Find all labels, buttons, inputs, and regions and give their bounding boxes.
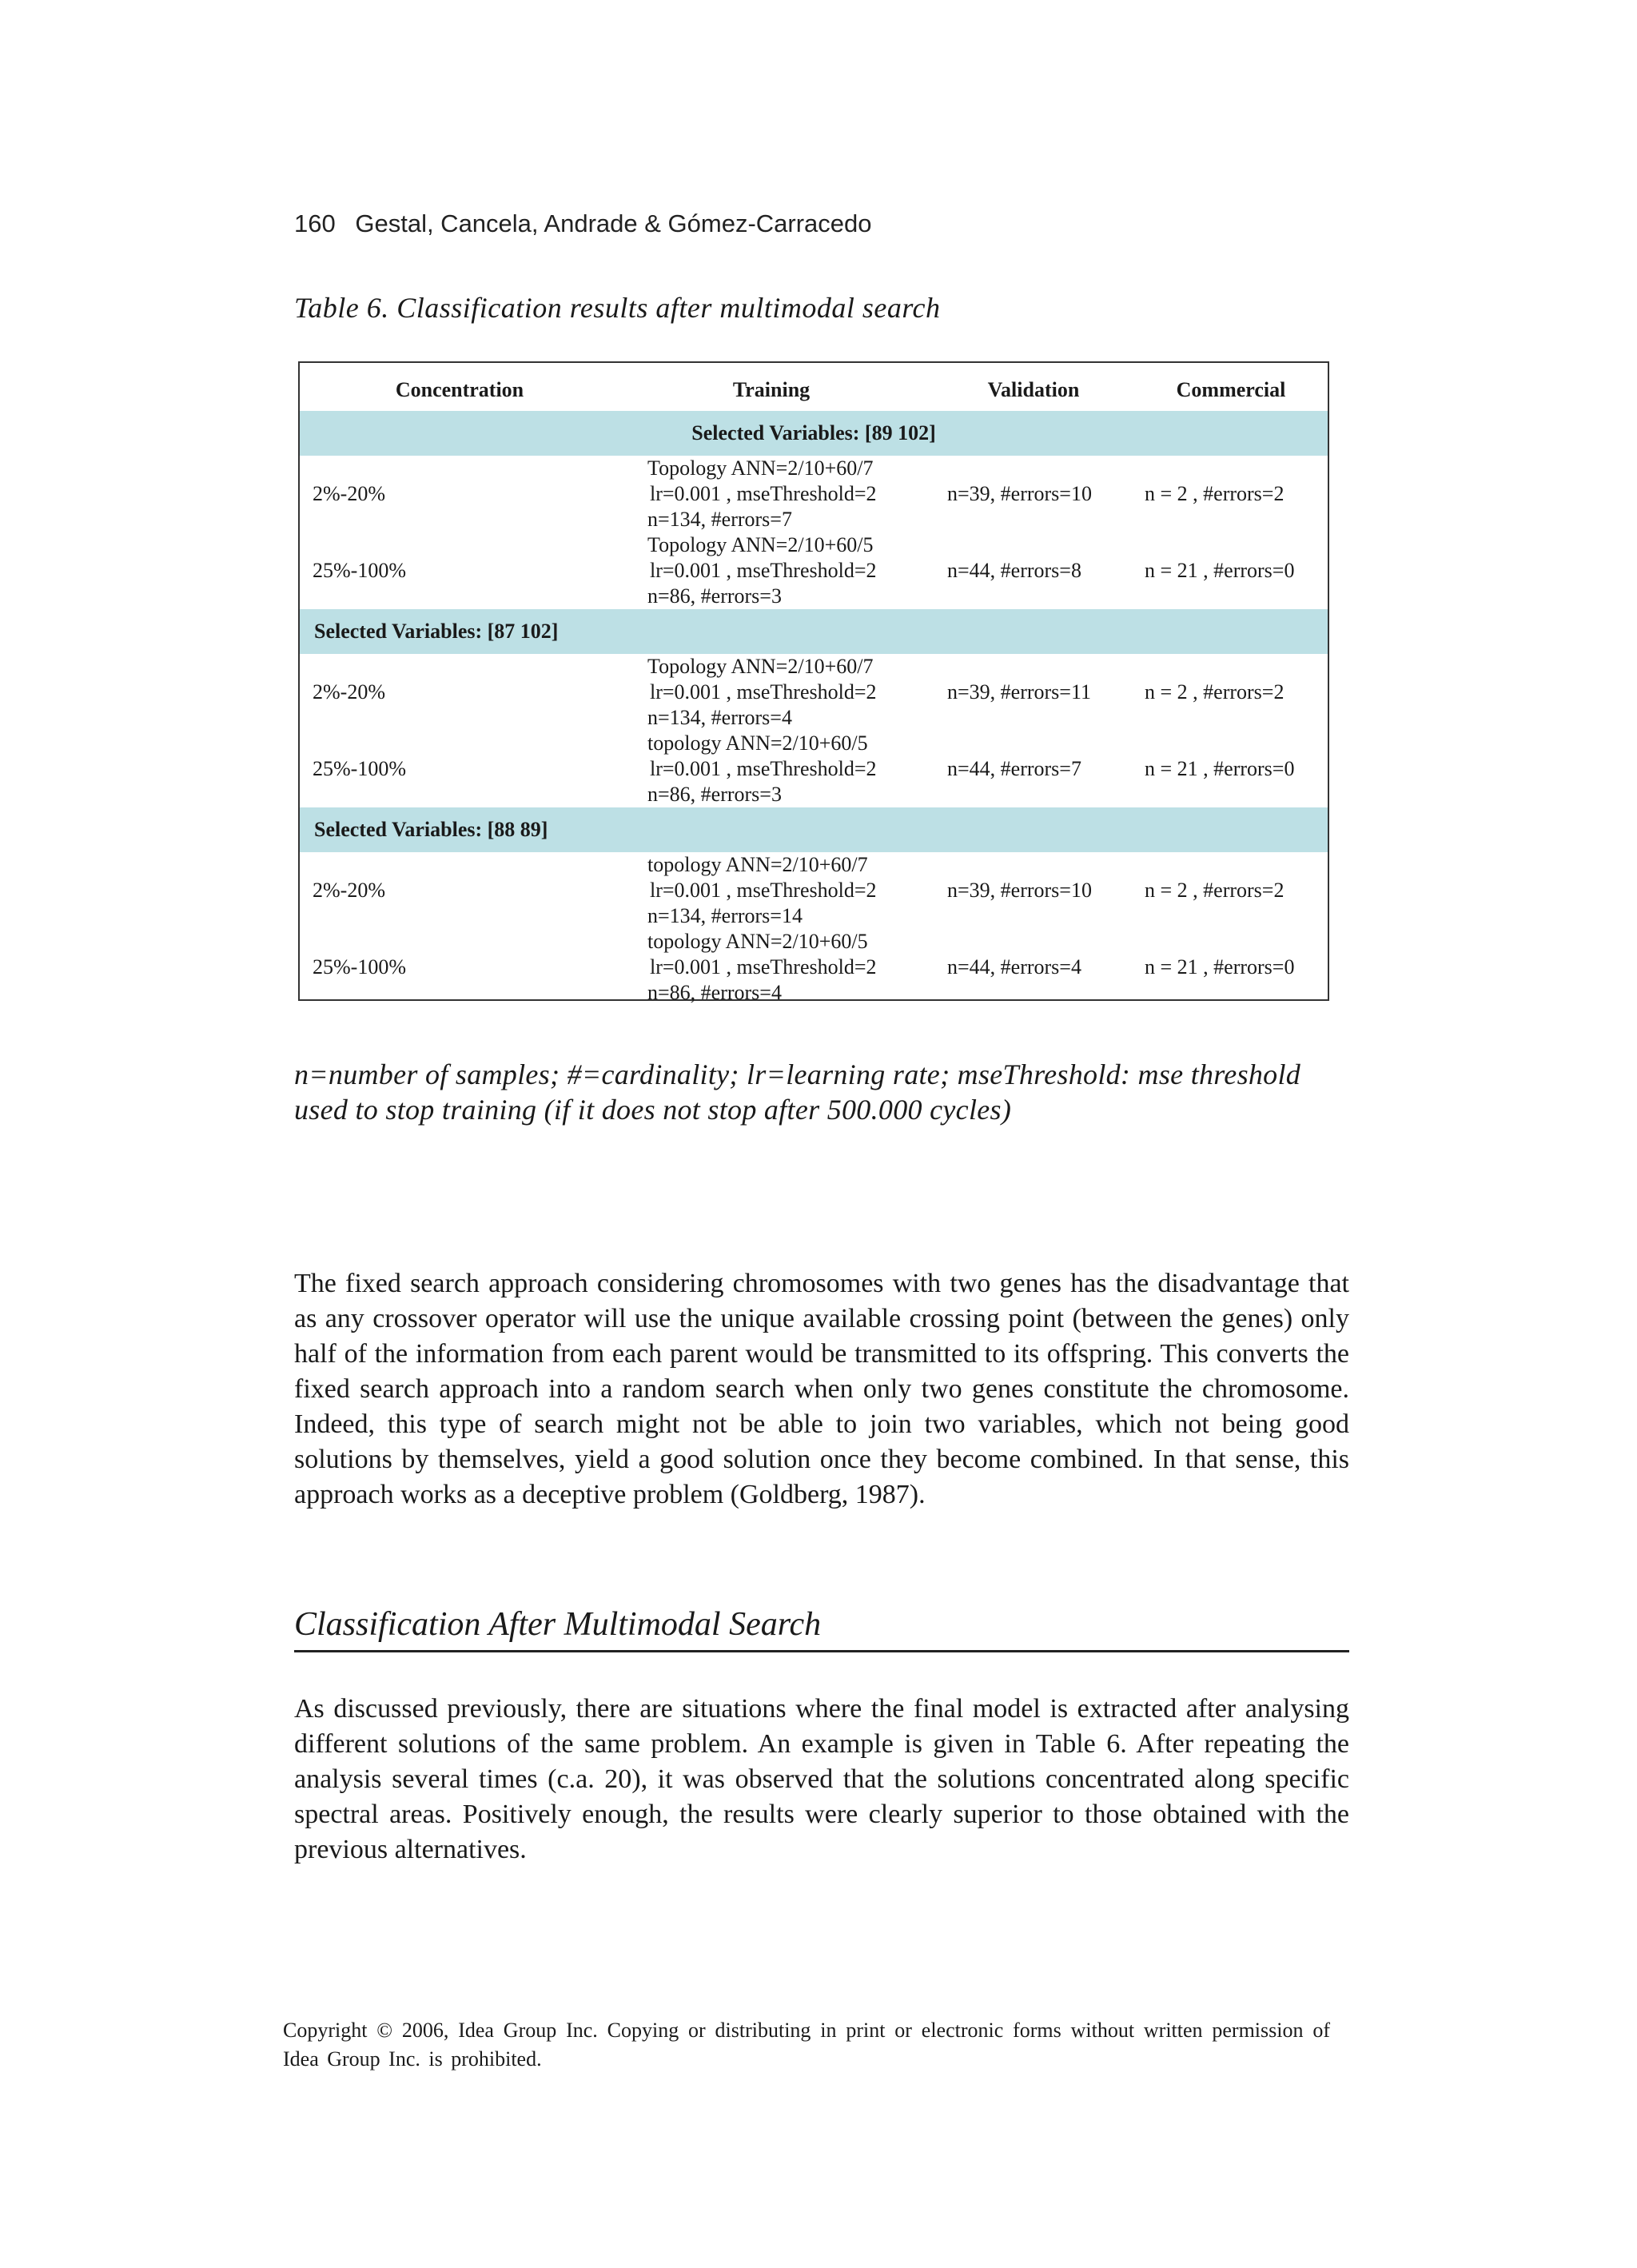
table-row (300, 731, 1328, 807)
concentration-cell: 25%-100% (313, 955, 406, 979)
training-samples: n=134, #errors=14 (647, 904, 803, 927)
validation-cell: n=39, #errors=10 (947, 879, 1092, 902)
training-cell (647, 456, 877, 532)
training-samples: n=86, #errors=3 (647, 584, 782, 608)
training-params: lr=0.001 , mseThreshold=2 (650, 482, 877, 505)
training-cell (647, 654, 877, 731)
training-samples: n=134, #errors=7 (647, 508, 792, 531)
table-caption: Table 6. Classification results after multimodal search (294, 292, 941, 324)
table-row (300, 654, 1328, 731)
validation-cell: n=44, #errors=4 (947, 955, 1081, 979)
concentration-cell: 25%-100% (313, 757, 406, 780)
column-header-concentration: Concentration (395, 378, 524, 401)
commercial-cell: n = 2 , #errors=2 (1145, 482, 1285, 505)
training-params: lr=0.001 , mseThreshold=2 (650, 757, 877, 780)
concentration-cell: 2%-20% (313, 680, 385, 704)
running-authors: Gestal, Cancela, Andrade & Gómez-Carracedo (355, 209, 872, 237)
training-params: lr=0.001 , mseThreshold=2 (650, 879, 877, 902)
commercial-cell: n = 2 , #errors=2 (1145, 680, 1285, 704)
table-row (300, 456, 1328, 532)
validation-cell: n=39, #errors=11 (947, 680, 1091, 704)
training-params: lr=0.001 , mseThreshold=2 (650, 559, 877, 582)
training-samples: n=86, #errors=3 (647, 783, 782, 806)
column-header-training: Training (732, 378, 811, 401)
training-cell (647, 731, 877, 807)
group-header: Selected Variables: [87 102] (300, 609, 1328, 654)
validation-cell: n=44, #errors=8 (947, 559, 1081, 582)
column-header-validation: Validation (987, 378, 1080, 401)
page-header (294, 209, 872, 238)
training-cell (647, 852, 877, 929)
training-cell (647, 929, 877, 1006)
training-params: lr=0.001 , mseThreshold=2 (650, 680, 877, 704)
training-params: lr=0.001 , mseThreshold=2 (650, 955, 877, 979)
table-row (300, 852, 1328, 929)
commercial-cell: n = 21 , #errors=0 (1145, 955, 1295, 979)
commercial-cell: n = 2 , #errors=2 (1145, 879, 1285, 902)
training-topology: Topology ANN=2/10+60/5 (647, 533, 874, 556)
body-paragraph: As discussed previously, there are situations where the final model is extracted after analysing different solutions of the same problem. An example is given in Table 6. After repeating the analysis several times (c.a. 20), it was observed that the solutions concentrated along specific spectral areas. Positively enough, the results were clearly superior to those obtained with the previous alternatives. (294, 1694, 1349, 1864)
training-topology: topology ANN=2/10+60/5 (647, 930, 868, 953)
training-topology: Topology ANN=2/10+60/7 (647, 456, 874, 480)
commercial-cell: n = 21 , #errors=0 (1145, 559, 1295, 582)
copyright-notice: Copyright © 2006, Idea Group Inc. Copying or distributing in print or electronic forms without written permission of Idea Group Inc. is prohibited. (283, 2019, 1330, 2071)
table-row (300, 929, 1328, 1006)
concentration-cell: 25%-100% (313, 559, 406, 582)
training-topology: topology ANN=2/10+60/7 (647, 853, 868, 876)
section-heading: Classification After Multimodal Search (294, 1602, 1349, 1652)
training-cell (647, 532, 877, 609)
group-header: Selected Variables: [89 102] (300, 411, 1328, 456)
table-row (300, 532, 1328, 609)
validation-cell: n=39, #errors=10 (947, 482, 1092, 505)
concentration-cell: 2%-20% (313, 482, 385, 505)
column-header-commercial: Commercial (1176, 378, 1286, 401)
training-topology: topology ANN=2/10+60/5 (647, 731, 868, 755)
training-topology: Topology ANN=2/10+60/7 (647, 655, 874, 678)
results-table (298, 361, 1329, 1004)
validation-cell: n=44, #errors=7 (947, 757, 1081, 780)
concentration-cell: 2%-20% (313, 879, 385, 902)
body-paragraph: The fixed search approach considering chromosomes with two genes has the disadvantage that as any crossover operator will use the unique available crossing point (between the genes) only half of the information from each parent would be transmitted to its offspring. This converts the fixed search approach into a random search when only two genes constitute the chromosome. Indeed, this type of search might not be able to join two variables, which not being good solutions by themselves, yield a good solution once they become combined. In that sense, this approach works as a deceptive problem (Goldberg, 1987). (294, 1269, 1349, 1509)
group-header: Selected Variables: [88 89] (300, 807, 1328, 852)
training-samples: n=134, #errors=4 (647, 706, 792, 729)
page-number: 160 (294, 209, 336, 237)
commercial-cell: n = 21 , #errors=0 (1145, 757, 1295, 780)
training-samples: n=86, #errors=4 (647, 981, 782, 1004)
table-note: n=number of samples; #=cardinality; lr=learning rate; mseThreshold: mse threshold used to stop training (if it does not stop after 500.000 cycles) (294, 1058, 1301, 1126)
